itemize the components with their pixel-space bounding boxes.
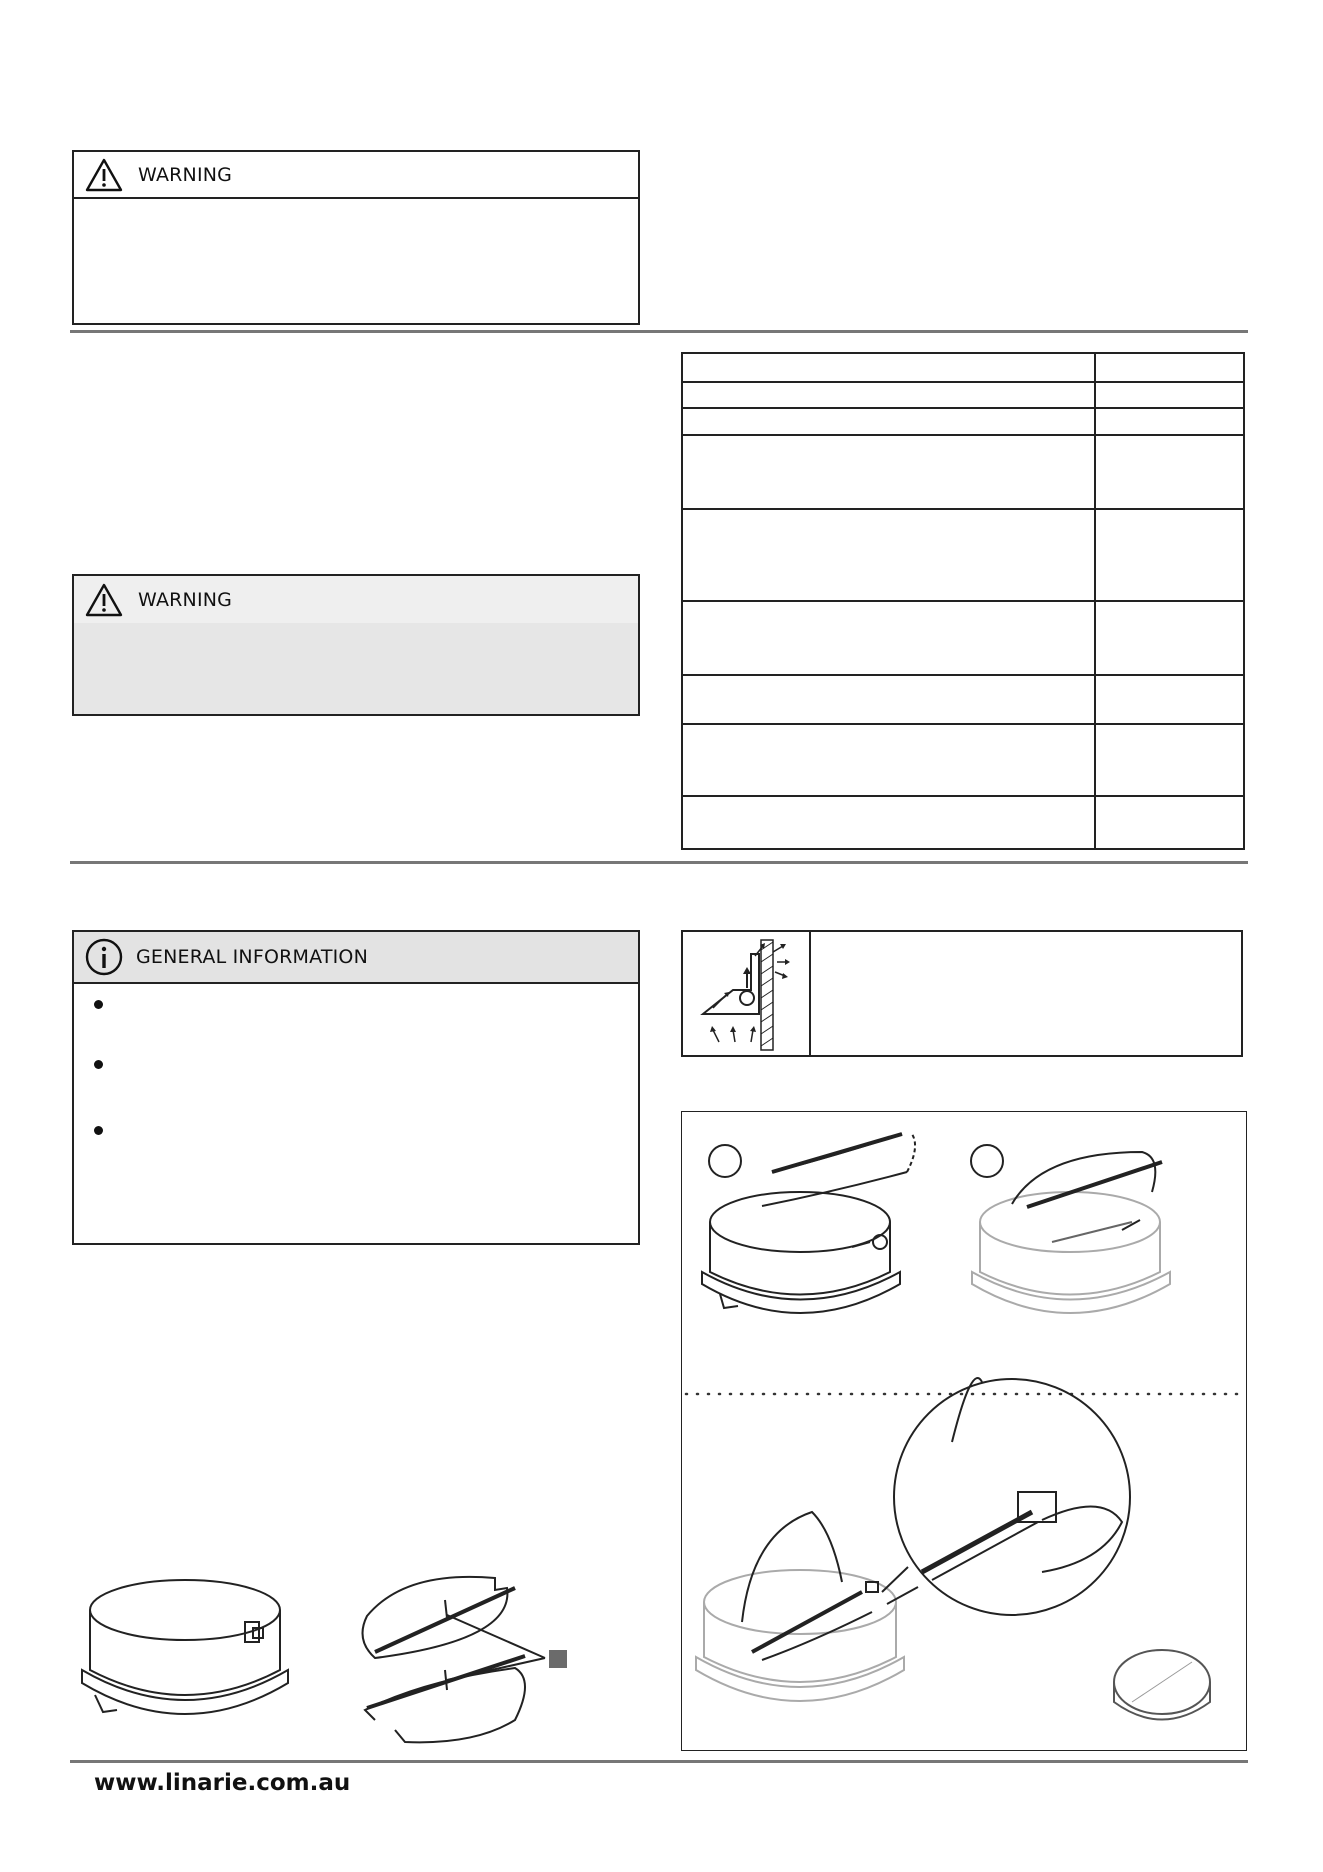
warning-box-top-header (74, 152, 638, 199)
table-row (682, 601, 1244, 675)
warning-title: WARNING (138, 163, 233, 186)
warning-title: WARNING (138, 588, 233, 611)
section-divider-1 (70, 330, 1248, 333)
section-divider-footer (70, 1760, 1248, 1763)
airflow-icon-cell (683, 932, 811, 1055)
footer-website-url[interactable]: www.linarie.com.au (94, 1770, 351, 1796)
info-circle-icon (84, 937, 124, 977)
table-row (682, 724, 1244, 796)
bullet-point (94, 1000, 103, 1009)
bullet-point (94, 1060, 103, 1069)
table-row (682, 353, 1244, 382)
warning-box-middle-header (74, 576, 638, 623)
table-row (682, 435, 1244, 509)
warning-box-middle (72, 574, 640, 716)
collar-and-damper-parts-illustration (75, 1570, 595, 1750)
rangehood-airflow-icon (683, 932, 811, 1055)
table-row (682, 796, 1244, 849)
installation-steps-illustration (682, 1112, 1248, 1752)
airflow-note-box (681, 930, 1243, 1057)
table-row (682, 675, 1244, 724)
warning-box-top (72, 150, 640, 325)
warning-triangle-icon (84, 582, 124, 618)
table-row (682, 509, 1244, 601)
warning-triangle-icon (84, 157, 124, 193)
general-information-box (72, 930, 640, 1245)
general-information-header (74, 932, 638, 984)
general-information-title: GENERAL INFORMATION (136, 946, 368, 968)
table-row (682, 408, 1244, 435)
bullet-point (94, 1126, 103, 1135)
assembly-illustration-panel (681, 1111, 1247, 1751)
table-row (682, 382, 1244, 408)
specification-table (681, 352, 1245, 850)
section-divider-2 (70, 861, 1248, 864)
